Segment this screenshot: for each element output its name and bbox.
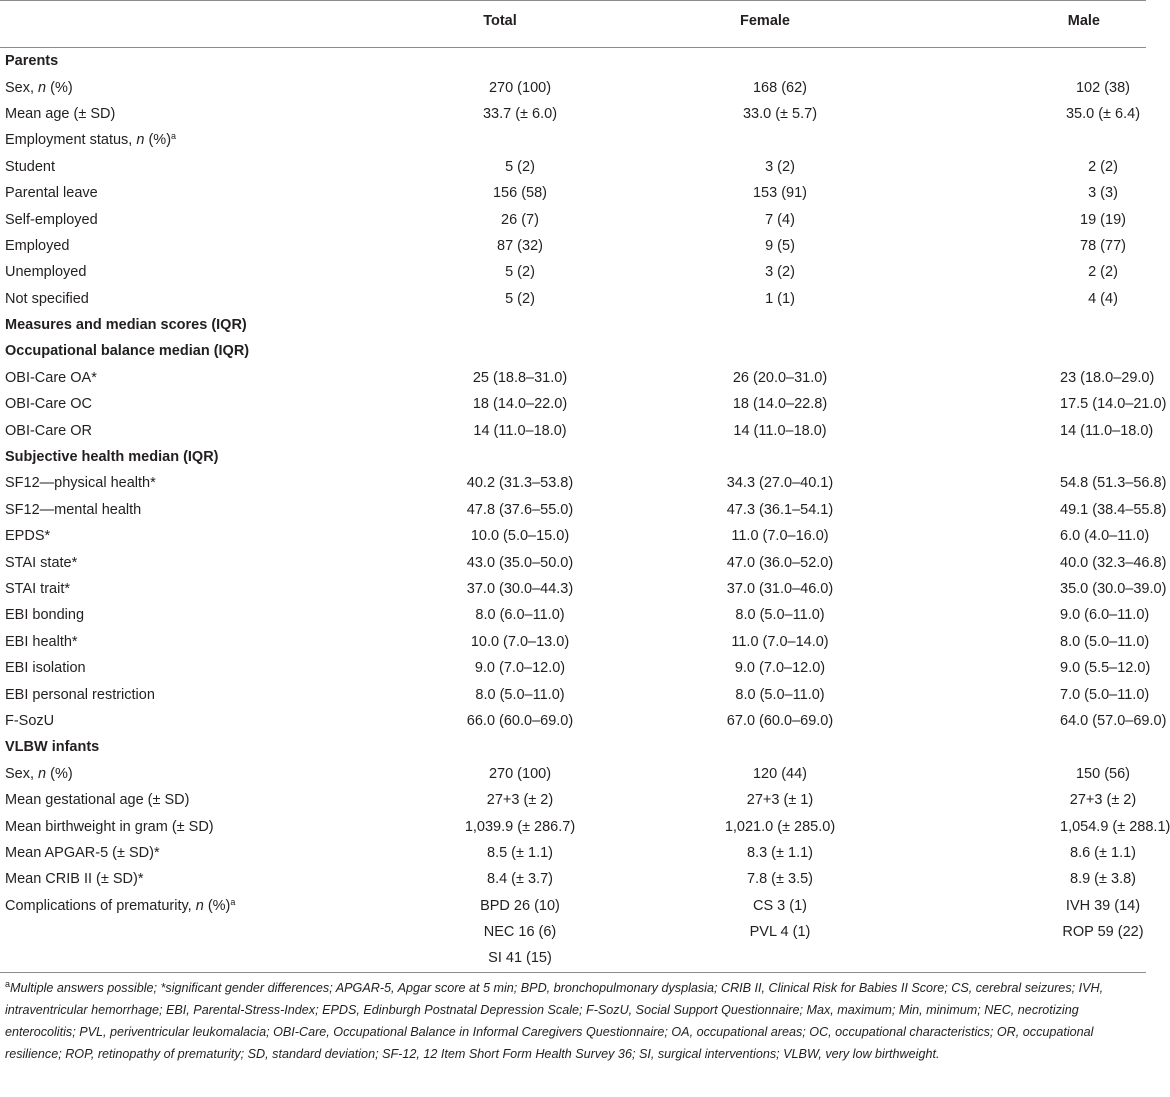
- cell-total: 8.0 (5.0–11.0): [475, 686, 565, 703]
- table-row: [0, 787, 1146, 813]
- cell-female: 3 (2): [765, 264, 795, 281]
- cell-male: 17.5 (14.0–21.0): [1060, 396, 1167, 413]
- table-row: [0, 127, 1146, 153]
- row-label-text: Sex,: [5, 79, 39, 96]
- cell-total: 87 (32): [497, 237, 543, 254]
- cell-male: IVH 39 (14): [1065, 897, 1141, 914]
- row-label-italic: n: [136, 132, 145, 149]
- cell-total: 270 (100): [488, 79, 552, 96]
- cell-male: 8.0 (5.0–11.0): [1060, 633, 1150, 650]
- cell-total: 14 (11.0–18.0): [473, 422, 567, 439]
- cell-female: PVL 4 (1): [749, 924, 811, 941]
- section-row: [0, 734, 1146, 760]
- row-label-text: EBI personal restriction: [5, 686, 155, 703]
- row-label-text: Parents: [5, 53, 59, 70]
- row-label-text: Mean age (± SD): [5, 105, 116, 122]
- empty-cell: [910, 734, 1146, 760]
- cell-male: 8.6 (± 1.1): [1070, 844, 1136, 861]
- empty-cell: [910, 338, 1146, 364]
- cell-female: 7 (4): [765, 211, 795, 228]
- empty-cell: [620, 48, 910, 75]
- row-label-text: VLBW infants: [5, 739, 100, 756]
- row-label: [0, 919, 380, 945]
- cell-total: BPD 26 (10): [480, 897, 560, 914]
- empty-cell: [910, 48, 1146, 75]
- row-label-text: EBI bonding: [5, 607, 85, 624]
- row-label-rest: (%): [46, 79, 73, 96]
- table-row: [0, 180, 1146, 206]
- cell-female: 27+3 (± 1): [746, 792, 814, 809]
- row-label-text: SF12—physical health*: [5, 475, 156, 492]
- empty-cell: [380, 48, 620, 75]
- table-row: [0, 866, 1146, 892]
- row-label-text: Student: [5, 158, 55, 175]
- row-label-italic: n: [195, 897, 204, 914]
- table-row: [0, 470, 1146, 496]
- cell-female: 1,021.0 (± 285.0): [724, 818, 836, 835]
- row-label-text: F-SozU: [5, 712, 55, 729]
- row-label-rest: (%): [46, 765, 73, 782]
- table-row: [0, 74, 1146, 100]
- empty-cell: [620, 734, 910, 760]
- row-label-text: Measures and median scores (IQR): [5, 317, 247, 334]
- cell-male: 150 (56): [1075, 765, 1130, 782]
- table-row: [0, 576, 1146, 602]
- row-label-text: Parental leave: [5, 185, 98, 202]
- row-label-text: Mean CRIB II (± SD)*: [5, 871, 144, 888]
- row-label-text: Complications of prematurity,: [5, 897, 196, 914]
- table-row: [0, 655, 1146, 681]
- table-row: [0, 681, 1146, 707]
- empty-cell: [620, 312, 910, 338]
- table-row: [0, 417, 1146, 443]
- cell-total: 10.0 (7.0–13.0): [470, 633, 570, 650]
- cell-total: 9.0 (7.0–12.0): [474, 660, 566, 677]
- cell-male: 27+3 (± 2): [1069, 792, 1137, 809]
- cell-total: 43.0 (35.0–50.0): [466, 554, 574, 571]
- cell-male: 3 (3): [1088, 185, 1118, 202]
- section-row: [0, 338, 1146, 364]
- cell-total: SI 41 (15): [380, 945, 620, 972]
- row-label-text: EBI health*: [5, 633, 78, 650]
- cell-female: 7.8 (± 3.5): [747, 871, 813, 888]
- row-label-rest: (%): [144, 132, 172, 149]
- cell-male: 23 (18.0–29.0): [1060, 369, 1155, 386]
- cell-female: 14 (11.0–18.0): [733, 422, 827, 439]
- table-row: [0, 893, 1146, 919]
- cell-male: 64.0 (57.0–69.0): [1060, 712, 1167, 729]
- row-label-text: Occupational balance median (IQR): [5, 343, 250, 360]
- row-label-text: Self-employed: [5, 211, 98, 228]
- empty-cell: [380, 734, 620, 760]
- cell-male: 4 (4): [1088, 290, 1118, 307]
- cell-male: [910, 127, 1146, 153]
- row-label-text: Employment status,: [5, 132, 137, 149]
- empty-cell: [380, 444, 620, 470]
- cell-male: [910, 945, 1146, 972]
- row-label-text: EPDS*: [5, 528, 51, 545]
- cell-total: 47.8 (37.6–55.0): [466, 501, 574, 518]
- row-label: [0, 286, 380, 312]
- empty-cell: [910, 312, 1146, 338]
- cell-total: 8.0 (6.0–11.0): [475, 607, 565, 624]
- cell-total: 270 (100): [488, 765, 552, 782]
- table-row: [0, 919, 1146, 945]
- row-label-text: Not specified: [5, 290, 89, 307]
- footnote-marker: a: [171, 131, 177, 142]
- cell-male: 14 (11.0–18.0): [1060, 422, 1154, 439]
- cell-male: 40.0 (32.3–46.8): [1060, 554, 1167, 571]
- cell-male: 1,054.9 (± 288.1): [1060, 818, 1170, 835]
- row-label: [0, 576, 380, 602]
- cell-male: 102 (38): [1075, 79, 1130, 96]
- cell-male: 78 (77): [1080, 237, 1126, 254]
- cell-female: [620, 127, 910, 153]
- table-row: [0, 708, 1146, 734]
- cell-total: 27+3 (± 2): [486, 792, 554, 809]
- row-label: [0, 180, 380, 206]
- row-label: [0, 154, 380, 180]
- cell-female: 67.0 (60.0–69.0): [726, 712, 834, 729]
- row-label-text: STAI trait*: [5, 581, 70, 597]
- header-col-female: Female: [620, 1, 910, 48]
- table-row: [0, 365, 1146, 391]
- row-label: [0, 840, 380, 866]
- section-heading: [0, 338, 380, 364]
- row-label-text: Unemployed: [5, 264, 87, 281]
- cell-female: [620, 945, 910, 972]
- row-label-text: OBI-Care OA*: [5, 369, 97, 386]
- table-row: [0, 945, 1146, 972]
- row-label: [0, 813, 380, 839]
- row-label: [0, 101, 380, 127]
- row-label: [0, 74, 380, 100]
- row-label: [0, 523, 380, 549]
- row-label-text: OBI-Care OC: [5, 396, 93, 413]
- table-row: [0, 206, 1146, 232]
- cell-total: 5 (2): [505, 158, 535, 175]
- cell-female: 8.0 (5.0–11.0): [735, 607, 825, 624]
- cell-female: 11.0 (7.0–16.0): [731, 528, 829, 545]
- cell-female: 8.3 (± 1.1): [747, 844, 813, 861]
- empty-cell: [620, 444, 910, 470]
- row-label-text: Subjective health median (IQR): [5, 449, 219, 466]
- table-row: [0, 286, 1146, 312]
- row-label: [0, 708, 380, 734]
- cell-total: 5 (2): [505, 290, 535, 307]
- cell-total: 33.7 (± 6.0): [482, 105, 558, 122]
- row-label: [0, 365, 380, 391]
- cell-female: 1 (1): [765, 290, 795, 307]
- cell-male: 7.0 (5.0–11.0): [1060, 686, 1150, 703]
- row-label: [0, 470, 380, 496]
- row-label: [0, 127, 380, 153]
- table-row: [0, 154, 1146, 180]
- cell-male: ROP 59 (22): [1062, 924, 1144, 941]
- row-label: [0, 787, 380, 813]
- cell-female: 11.0 (7.0–14.0): [731, 633, 829, 650]
- row-label-text: Mean APGAR-5 (± SD)*: [5, 844, 160, 861]
- header-col-total: Total: [380, 1, 620, 48]
- empty-cell: [620, 338, 910, 364]
- row-label: [0, 417, 380, 443]
- header-col-label: [0, 1, 380, 48]
- row-label: [0, 233, 380, 259]
- cell-male: 35.0 (± 6.4): [1065, 105, 1141, 122]
- cell-male: 6.0 (4.0–11.0): [1060, 528, 1150, 545]
- table-row: [0, 101, 1146, 127]
- section-row: [0, 48, 1146, 75]
- section-heading: [0, 444, 380, 470]
- cell-total: [380, 127, 620, 153]
- table-row: [0, 523, 1146, 549]
- cell-female: 47.0 (36.0–52.0): [726, 554, 834, 571]
- row-label-italic: n: [38, 765, 47, 782]
- cell-total: 26 (7): [501, 211, 539, 228]
- cell-male: 19 (19): [1080, 211, 1126, 228]
- cell-total: 66.0 (60.0–69.0): [466, 712, 574, 729]
- cell-female: 168 (62): [752, 79, 807, 96]
- cell-male: 54.8 (51.3–56.8): [1060, 475, 1167, 492]
- row-label-italic: n: [38, 79, 47, 96]
- row-label: [0, 602, 380, 628]
- table-body: [0, 48, 1170, 973]
- table-row: [0, 259, 1146, 285]
- footnote-text: Multiple answers possible; *significant gender differences; APGAR-5, Apgar score at 5 min; BPD, bronchopulmonary dysplasia; CRIB II, Clinical Risk for Babies II Score; CS, cerebral seizures; IVH, intraventricular hemorrhage; EBI, Parental-Stress-Index; EPDS, Edinburgh Postnatal Depression Scale; F-SozU, Social Support Questionnaire; Max, maximum; Min, minimum; NEC, necrotizing enterocolitis; PVL, periventricular leukomalacia; OBI-Care, Occupational Balance in Informal Caregivers Questionnaire; OA, occupational areas; OC, occupational characteristics; OR, occupational resilience; ROP, retinopathy of prematurity; SD, standard deviation; SF-12, 12 Item Short Form Health Survey 36; SI, surgical interventions; VLBW, very low birthweight.: [5, 980, 1104, 1061]
- cell-female: 3 (2): [765, 158, 795, 175]
- cell-total: 1,039.9 (± 286.7): [464, 818, 576, 835]
- section-heading: [0, 734, 380, 760]
- cell-female: 37.0 (31.0–46.0): [726, 581, 834, 597]
- row-label: [0, 497, 380, 523]
- section-row: [0, 312, 1146, 338]
- cell-total: 37.0 (30.0–44.3): [466, 581, 574, 597]
- cell-total: 25 (18.8–31.0): [472, 369, 568, 386]
- table-row: [0, 497, 1146, 523]
- cell-total: 5 (2): [505, 264, 535, 281]
- cell-female: CS 3 (1): [753, 897, 807, 914]
- section-heading: [0, 312, 380, 338]
- cell-total: 18 (14.0–22.0): [472, 396, 568, 413]
- cell-male: 2 (2): [1088, 264, 1118, 281]
- cell-female: 18 (14.0–22.8): [732, 396, 828, 413]
- cell-total: 8.4 (± 3.7): [487, 871, 553, 888]
- section-heading: [0, 48, 380, 75]
- row-label-text: Mean gestational age (± SD): [5, 792, 190, 809]
- row-label: [0, 893, 380, 919]
- row-label-text: STAI state*: [5, 554, 78, 571]
- cell-total: 8.5 (± 1.1): [487, 844, 553, 861]
- table-footnote: [0, 973, 1146, 1065]
- empty-cell: [380, 338, 620, 364]
- cell-male: 9.0 (5.5–12.0): [1060, 660, 1151, 677]
- cell-total: NEC 16 (6): [483, 924, 557, 941]
- row-label-text: Mean birthweight in gram (± SD): [5, 818, 214, 835]
- cell-male: 2 (2): [1088, 158, 1118, 175]
- cell-male: 35.0 (30.0–39.0): [1060, 581, 1167, 597]
- row-label-text: SF12—mental health: [5, 501, 142, 518]
- row-label: [0, 681, 380, 707]
- cell-total: 40.2 (31.3–53.8): [466, 475, 574, 492]
- cell-female: 9.0 (7.0–12.0): [734, 660, 826, 677]
- row-label-text: Sex,: [5, 765, 39, 782]
- table-row: [0, 602, 1146, 628]
- header-col-male: Male: [910, 1, 1146, 48]
- row-label-text: OBI-Care OR: [5, 422, 93, 439]
- row-label: [0, 761, 380, 787]
- cell-female: 47.3 (36.1–54.1): [726, 501, 834, 518]
- empty-cell: [910, 444, 1146, 470]
- footnote-marker: a: [230, 896, 236, 907]
- table-row: [0, 840, 1146, 866]
- empty-cell: [380, 312, 620, 338]
- table-row: [0, 629, 1146, 655]
- cell-female: 153 (91): [752, 185, 807, 202]
- cell-female: 8.0 (5.0–11.0): [735, 686, 825, 703]
- row-label-text: Employed: [5, 237, 70, 254]
- table-row: [0, 813, 1146, 839]
- cell-female: 34.3 (27.0–40.1): [726, 475, 834, 492]
- cell-female: 26 (20.0–31.0): [732, 369, 828, 386]
- row-label: [0, 259, 380, 285]
- row-label-text: EBI isolation: [5, 660, 86, 677]
- row-label: [0, 206, 380, 232]
- cell-total: 156 (58): [492, 185, 547, 202]
- row-label: [0, 629, 380, 655]
- table-row: [0, 549, 1146, 575]
- table-row: [0, 391, 1146, 417]
- section-row: [0, 444, 1146, 470]
- row-label: [0, 945, 380, 972]
- table-row: [0, 233, 1146, 259]
- row-label-rest: (%): [203, 897, 231, 914]
- cell-male: 8.9 (± 3.8): [1070, 871, 1136, 888]
- cell-female: 9 (5): [765, 237, 795, 254]
- cell-male: 9.0 (6.0–11.0): [1060, 607, 1150, 624]
- cell-female: 33.0 (± 5.7): [742, 105, 818, 122]
- row-label: [0, 866, 380, 892]
- header-row: [0, 1, 1146, 48]
- cell-total: 10.0 (5.0–15.0): [470, 528, 570, 545]
- row-label: [0, 655, 380, 681]
- footnote-marker: a: [5, 978, 11, 989]
- table-row: [0, 761, 1146, 787]
- cell-male: 49.1 (38.4–55.8): [1060, 501, 1167, 518]
- row-label: [0, 549, 380, 575]
- row-label: [0, 391, 380, 417]
- cell-female: 120 (44): [752, 765, 807, 782]
